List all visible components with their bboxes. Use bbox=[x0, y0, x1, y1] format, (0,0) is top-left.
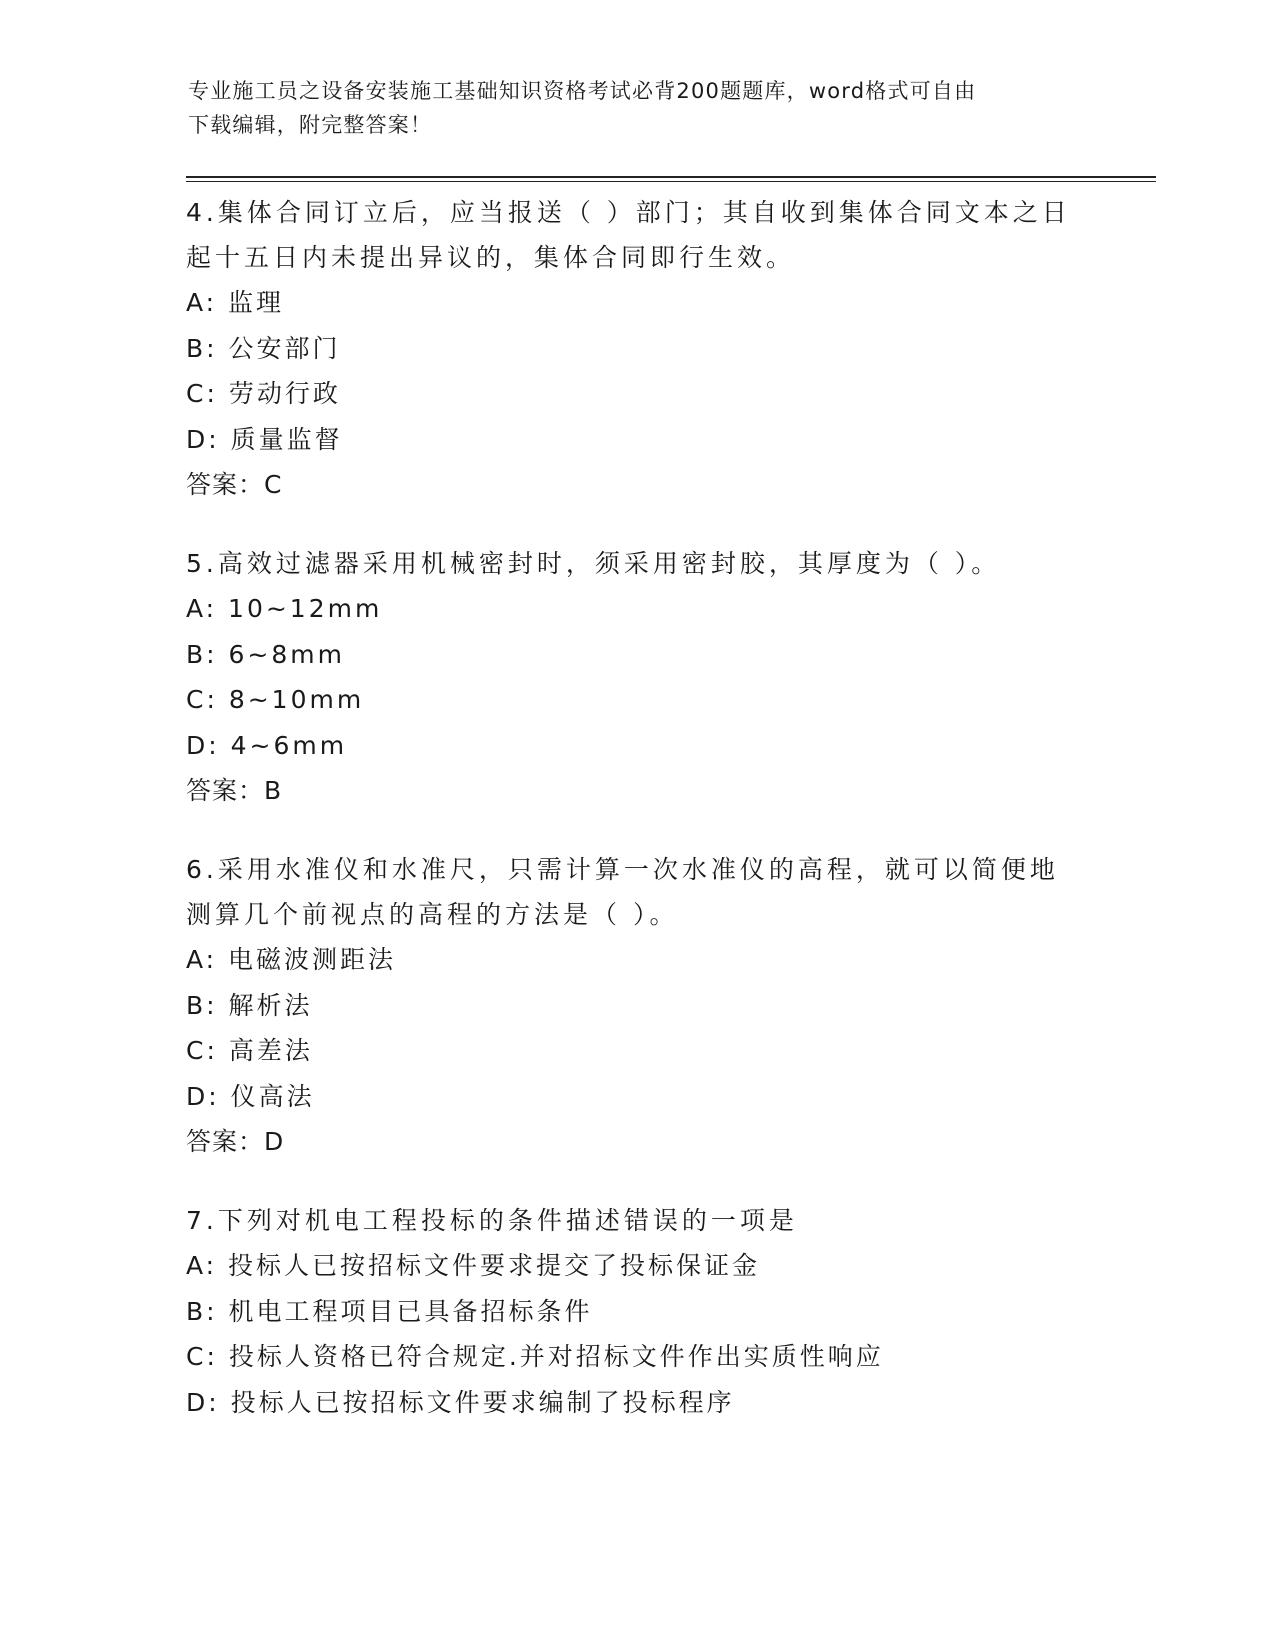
option-d: D: 质量监督 bbox=[186, 424, 343, 454]
question-text-line: 4.集体合同订立后，应当报送（ ）部门；其自收到集体合同文本之日 bbox=[186, 198, 1071, 227]
option-b: B: 机电工程项目已具备招标条件 bbox=[186, 1296, 593, 1326]
option-c: C: 投标人资格已符合规定.并对招标文件作出实质性响应 bbox=[186, 1342, 884, 1371]
question-list bbox=[186, 190, 1086, 1459]
answer-line: 答案：D bbox=[186, 1127, 285, 1156]
question-text-line: 6.采用水准仪和水准尺，只需计算一次水准仪的高程，就可以简便地 bbox=[186, 855, 1059, 884]
option-b: B: 解析法 bbox=[186, 990, 313, 1020]
question-text-line: 7.下列对机电工程投标的条件描述错误的一项是 bbox=[186, 1206, 798, 1235]
question-text-line: 测算几个前视点的高程的方法是（ ）。 bbox=[186, 900, 679, 929]
option-a: A: 监理 bbox=[186, 288, 285, 317]
option-d: D: 投标人已按招标文件要求编制了投标程序 bbox=[186, 1387, 735, 1417]
question-5 bbox=[186, 541, 1086, 813]
document-header bbox=[188, 74, 1088, 142]
option-d: D: 4~6mm bbox=[186, 730, 348, 760]
question-4 bbox=[186, 190, 1086, 507]
option-a: A: 电磁波测距法 bbox=[186, 945, 397, 974]
header-rule-thin bbox=[186, 181, 1156, 182]
answer-line: 答案：C bbox=[186, 470, 283, 499]
header-rule-thick bbox=[186, 176, 1156, 178]
question-6 bbox=[186, 847, 1086, 1164]
option-d: D: 仪高法 bbox=[186, 1081, 315, 1111]
option-c: C: 8~10mm bbox=[186, 685, 365, 714]
option-a: A: 10~12mm bbox=[186, 594, 383, 623]
answer-line: 答案：B bbox=[186, 776, 283, 805]
question-text-line: 起十五日内未提出异议的，集体合同即行生效。 bbox=[186, 243, 796, 272]
option-c: C: 高差法 bbox=[186, 1036, 313, 1065]
option-a: A: 投标人已按招标文件要求提交了投标保证金 bbox=[186, 1251, 761, 1280]
option-b: B: 6~8mm bbox=[186, 639, 345, 669]
option-b: B: 公安部门 bbox=[186, 333, 341, 363]
question-text-line: 5.高效过滤器采用机械密封时，须采用密封胶，其厚度为（ ）。 bbox=[186, 549, 1001, 578]
header-line-2: 下载编辑，附完整答案！ bbox=[188, 113, 433, 137]
option-c: C: 劳动行政 bbox=[186, 379, 341, 408]
question-7 bbox=[186, 1198, 1086, 1425]
header-line-1: 专业施工员之设备安装施工基础知识资格考试必背200题题库，word格式可自由 bbox=[188, 79, 977, 103]
